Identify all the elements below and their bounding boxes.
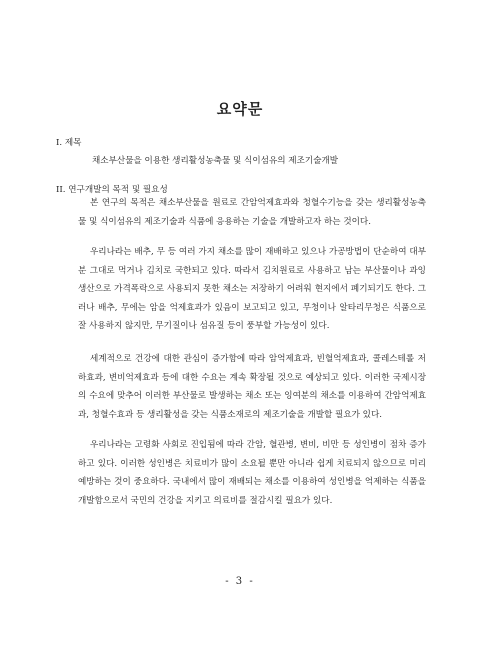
paragraph-aging-society: 우리나라는 고령화 사회로 진입됨에 따라 간암, 혈관병, 변비, 비만 등 성인병이 점차 증가하고 있다. 이러한 성인병은 치료비가 많이 소요될 뿐만 아니라 쉽게 치료되지 않으므로 미리 예방하는 것이 중요하다. 국내에서 많이 재배되는 채소를 이용하여 성인병을 억제하는 식품을 개발함으로서 국민의 건강을 지키고 의료비를 절감시킬 필요가 있다.	[78, 440, 426, 506]
paragraph-background: 우리나라는 배추, 무 등 여러 가지 채소를 많이 재배하고 있으나 가공방법이 단순하여 대부분 그대로 먹거나 김치로 국한되고 있다. 따라서 김치원료로 사용하고 남는 부산물이나 과잉생산으로 가격폭락으로 사용되지 못한 채소는 저장하기 어려워 현지에서 폐기되기도 한다. 그러나 배추, 무에는 암을 억제효과가 있음이 보고되고 있고, 무청이나 알타리무청은 식품으로 잘 사용하지 않지만, 무기질이나 섬유질 등이 풍부할 가능성이 있다.	[78, 247, 426, 332]
page-number: - 3 -	[225, 576, 255, 587]
paragraph-market-demand: 세계적으로 건강에 대한 관심이 증가함에 따라 암억제효과, 빈혈억제효과, 콜레스테롤 저하효과, 변비억제효과 등에 대한 수요는 계속 확장될 것으로 예상되고 있다. 이러한 국제시장의 수요에 맞추어 이러한 부산물로 발생하는 채소 또는 잉여분의 채소를 이용하여 간암억제효과, 청혈수효과 등 생리활성을 갖는 식품소재로의 제조기술을 개발할 필요가 있다.	[78, 354, 426, 420]
research-title: 채소부산물을 이용한 생리활성농축물 및 식이섬유의 제조기술개발	[92, 156, 339, 166]
section-heading-title: I. 제목	[56, 138, 82, 148]
document-title: 요약문	[216, 100, 264, 118]
paragraph-purpose: 본 연구의 목적은 채소부산물을 원료로 간암억제효과와 청혈수기능을 갖는 생리활성농축물 및 식이섬유의 제조기술과 식품에 응용하는 기술을 개발하고자 하는 것이다.	[78, 198, 426, 227]
section-heading-purpose: II. 연구개발의 목적 및 필요성	[56, 185, 168, 195]
